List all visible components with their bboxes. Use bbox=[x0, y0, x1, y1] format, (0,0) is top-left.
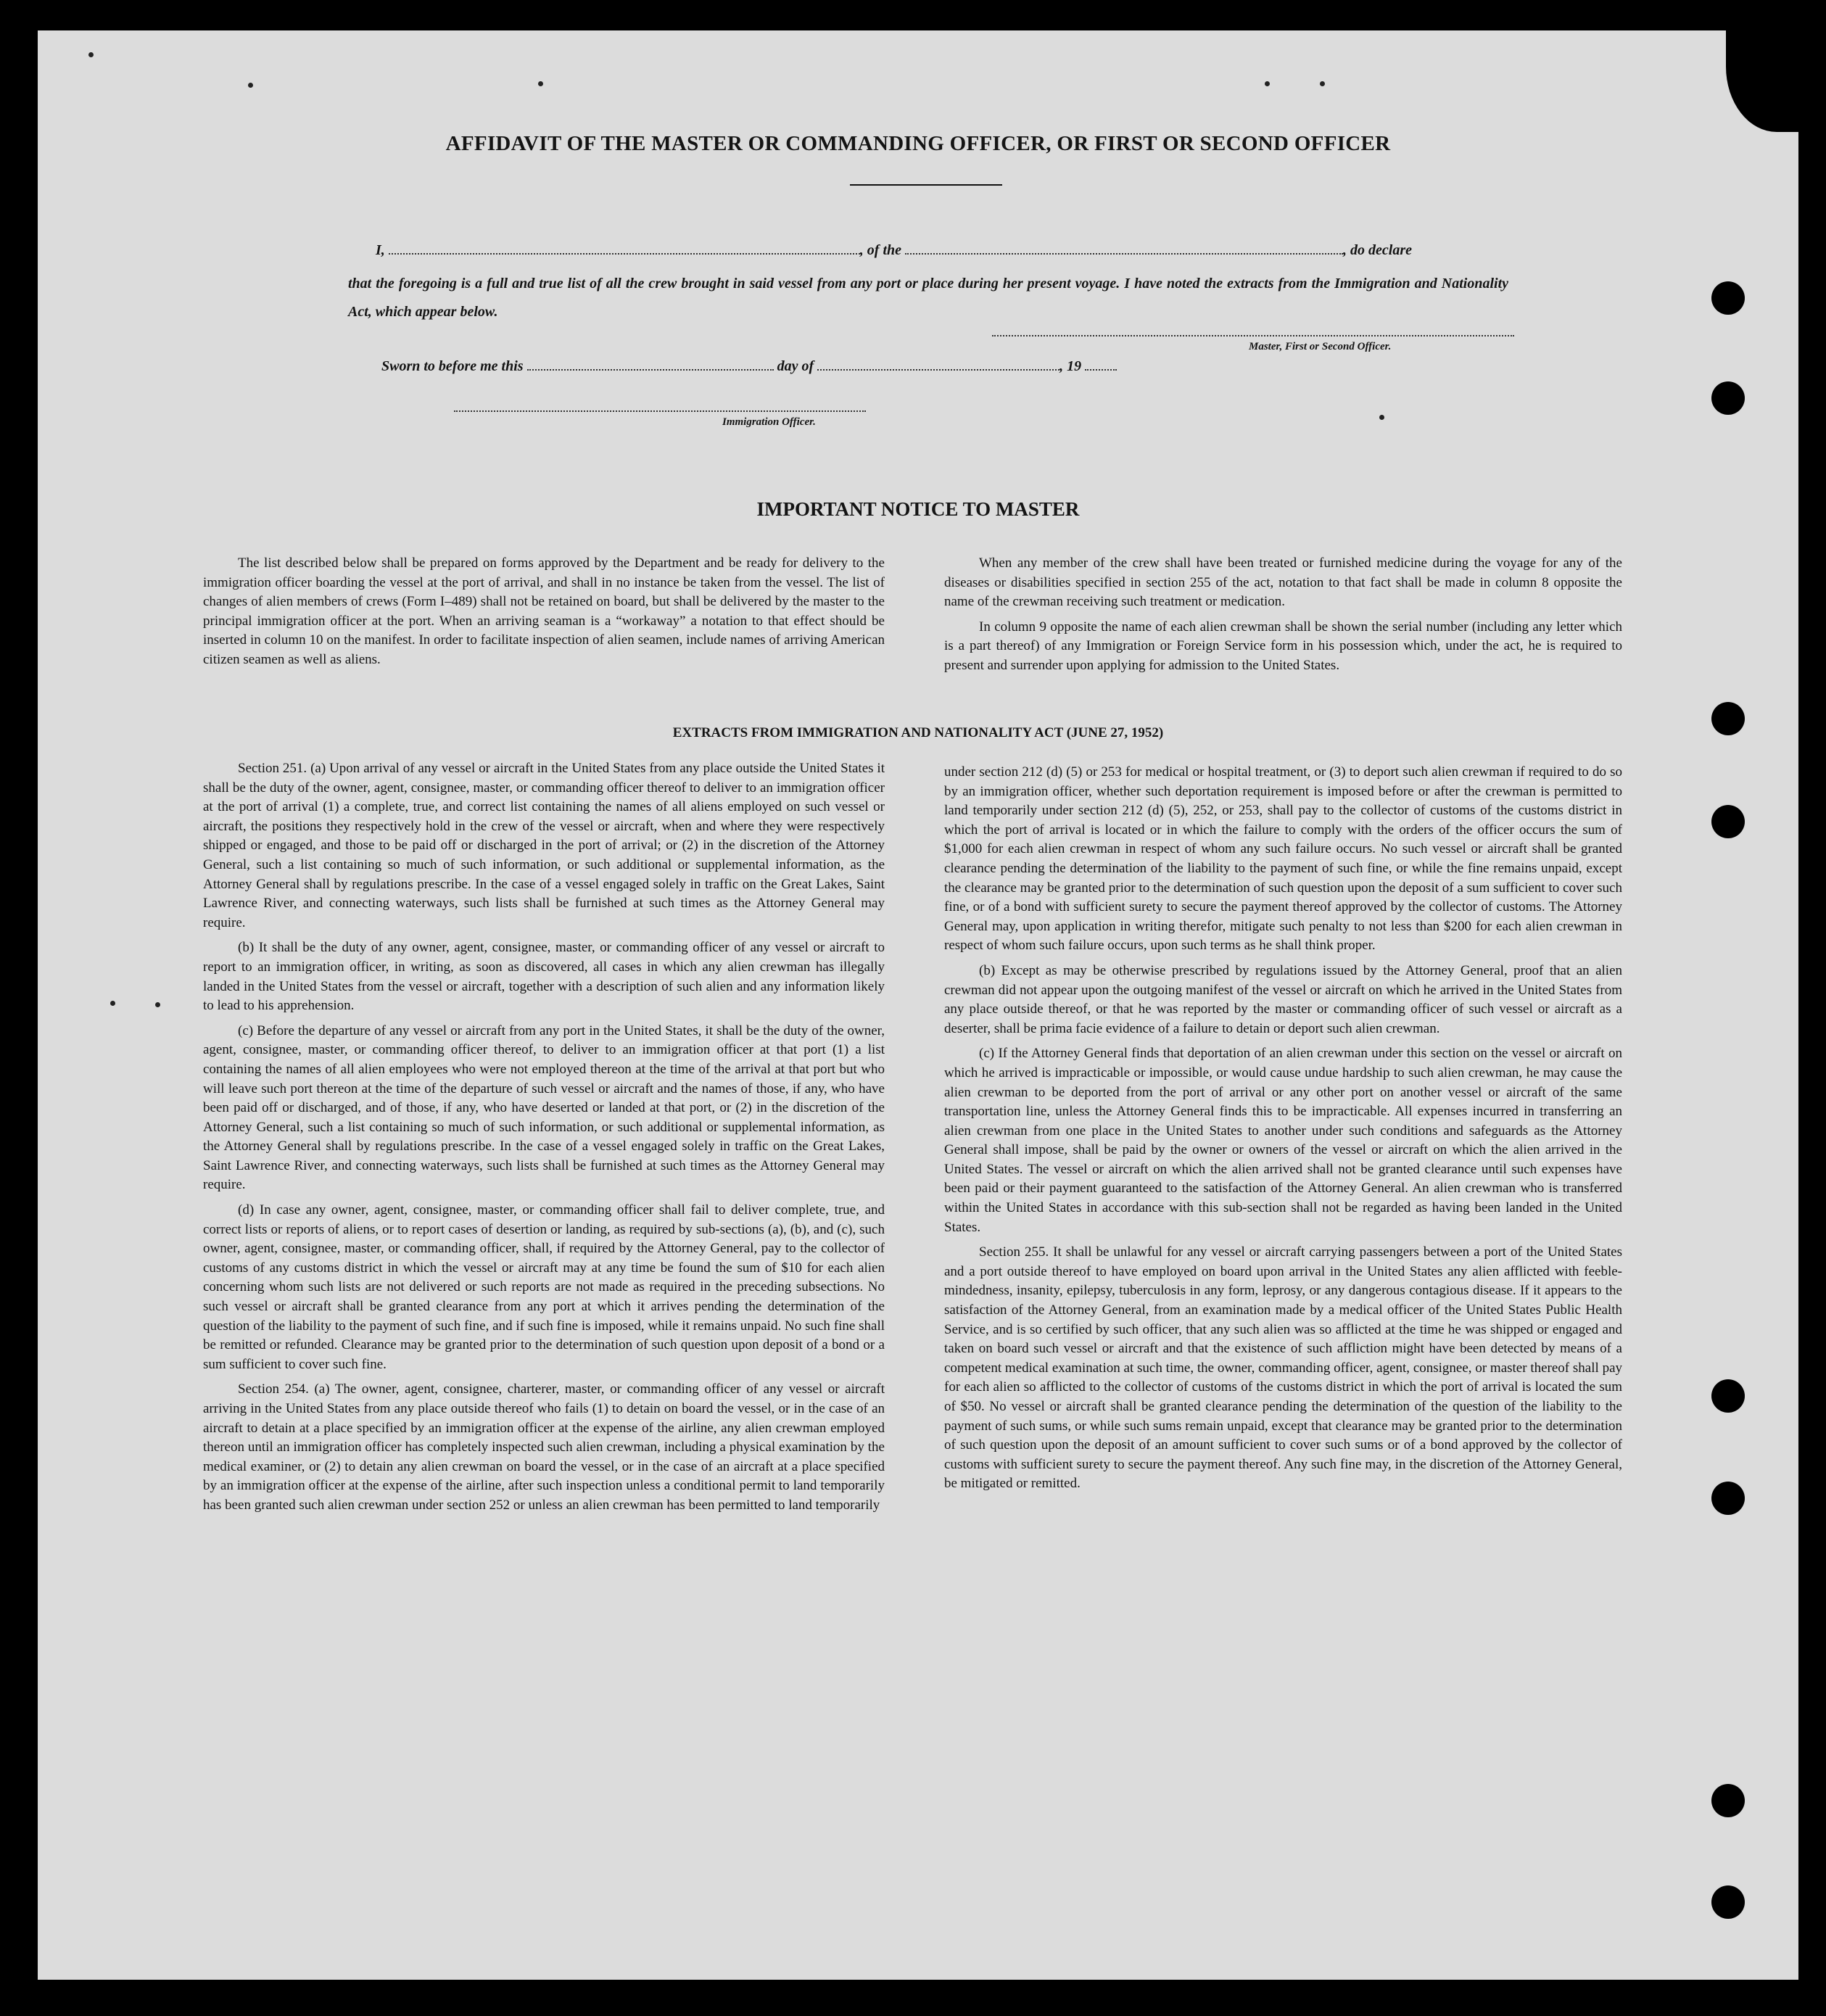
speck bbox=[1320, 81, 1325, 86]
binder-hole bbox=[1711, 381, 1745, 415]
act-paragraph: Section 255. It shall be unlawful for any vessel or aircraft carrying passengers between a port of the United States and a port outside thereof to have employed on board upon arrival in the United States any alien afflicted with feeble-mindedness, insanity, epilepsy, tuberculosis in any form, leprosy, or any dangerous contagious disease. If it appears to the satisfaction of the Attorney General, from an examination made by a medical officer of the United States Public Health Service, and is so certified by such officer, that any such alien was so afflicted at the time he was shipped or engaged and taken on board such vessel or aircraft and that the existence of such affliction might have been detected by means of a competent medical examination at such time, the owner, commanding officer, agent, consignee, or master thereof shall pay for each alien so afflicted to the collector of customs of the customs district in which the port of arrival is located the sum of $50. No vessel or aircraft shall be granted clearance pending the determination of the question of the liability to the payment of such sums, or while such sums remain unpaid, except that clearance may be granted prior to the determination of such question upon the deposit of an amount sufficient to cover such sums or of a bond approved by the collector of customs with sufficient surety to secure the payment thereof. Any such fine may, in the discretion of the Attorney General, be mitigated or remitted. bbox=[944, 1244, 1622, 1492]
sworn-year-blank[interactable] bbox=[1085, 359, 1117, 371]
document-page bbox=[38, 30, 1798, 1980]
speck bbox=[88, 52, 94, 57]
affidavit-statement: that the foregoing is a full and true list of all the crew brought in said vessel from any port or place during her present voyage. I have noted the extracts from the Immigration and Nationality Act, which appear below. bbox=[348, 276, 1508, 320]
act-paragraph: (c) If the Attorney General finds that deportation of an alien crewman under this section on the vessel or aircraft on which he arrived is impracticable or impossible, or would cause undue hardship to such alien crewman, he may cause the alien crewman to be deported from the port of arrival or any other port on another vessel or aircraft of the same transportation line, unless the Attorney General finds this to be impracticable. All expenses incurred in transferring an alien crewman from one place in the United States to another under such conditions and safeguards as the Attorney General shall impose, shall be paid by the owner or owners of the vessel or aircraft on which the alien arrived in the United States. The vessel or aircraft on which the alien arrived shall not be granted clearance until such expenses have been paid or their payment guaranteed to the satisfaction of the Attorney General. An alien crewman who is transferred within the United States in accordance with this sub-section shall not be regarded as having been landed in the United States. bbox=[944, 1046, 1622, 1235]
notice-paragraph: In column 9 opposite the name of each alien crewman shall be shown the serial number (including any letter which is a part thereof) of any Immigration or Foreign Service form in his possession which, under the act, he is required to present and surrender upon applying for admission to the United States. bbox=[944, 619, 1622, 673]
name-blank[interactable] bbox=[389, 243, 860, 255]
speck bbox=[110, 1001, 115, 1006]
notice-title: IMPORTANT NOTICE TO MASTER bbox=[756, 498, 1080, 520]
extracts-title: EXTRACTS FROM IMMIGRATION AND NATIONALITY ACT (JUNE 27, 1952) bbox=[672, 725, 1164, 740]
vessel-blank[interactable] bbox=[905, 243, 1343, 255]
binder-hole bbox=[1711, 1379, 1745, 1413]
extracts-left-column bbox=[203, 759, 885, 1521]
act-paragraph: (b) Except as may be otherwise prescribed by regulations issued by the Attorney General, proof that an alien crewman did not appear upon the outgoing manifest of the vessel or aircraft on which he arrived in the United States from any place outside thereof, or that he was reported by the master or commanding officer of such vessel or aircraft as a deserter, shall be prima facie evidence of a failure to detain or deport such alien crewman. bbox=[944, 962, 1622, 1036]
binder-hole bbox=[1711, 805, 1745, 838]
act-paragraph: Section 254. (a) The owner, agent, consignee, charterer, master, or commanding officer of any vessel or aircraft arriving in the United States from any place outside thereof who fails (1) to detain on board the vessel, or in the case of an aircraft to detain at a place specified by an immigration officer at the expense of the airline, any alien crewman employed thereon until an immigration officer has completely inspected such alien crewman, including a physical examination by the medical examiner, or (2) to detain any alien crewman on board the vessel, or in the case of an aircraft at a place specified by an immigration officer at the expense of the airline, after such inspection unless a conditional permit to land temporarily has been granted such alien crewman under section 252 or unless an alien crewman has been permitted to land temporarily bbox=[203, 1381, 885, 1513]
sworn-line bbox=[381, 358, 1117, 375]
declare-of-the: , of the bbox=[859, 242, 902, 258]
speck bbox=[538, 81, 543, 86]
title-underline bbox=[850, 184, 1002, 186]
binder-hole bbox=[1711, 1784, 1745, 1817]
act-paragraph: under section 212 (d) (5) or 253 for medical or hospital treatment, or (3) to deport such alien crewman if required to do so by an immigration officer, whether such deportation requirement is imposed before or after the crewman is permitted to land temporarily under section 212 (d) (5), 252, or 253, shall pay to the collector of customs of the customs district in which the port of arrival is located or in which the failure to comply with the orders of the officer occurs the sum of $1,000 for each alien crewman in respect of whom any such failure occurs. No such vessel or aircraft shall be granted clearance pending the determination of the liability to the payment of such fine, or while the fine remains unpaid, except the clearance may be granted prior to the determination of such question upon the deposit of a sum sufficient to cover such fine, or of a bond with sufficient surety to secure the payment thereof approved by the collector of customs. The Attorney General may, upon application in writing therefor, mitigate such penalty to not less than $200 for each alien crewman in respect of whom such failure occurs, upon such terms as he shall think proper. bbox=[944, 764, 1622, 954]
binder-hole bbox=[1711, 281, 1745, 315]
binder-hole bbox=[1711, 1482, 1745, 1515]
act-paragraph: (b) It shall be the duty of any owner, agent, consignee, master, or commanding officer of any vessel or aircraft to report to an immigration officer, in writing, as soon as discovered, all cases in which any alien crewman has illegally landed in the United States from the vessel or aircraft, together with a description of such alien and any information likely to lead to his apprehension. bbox=[203, 940, 885, 1014]
sworn-day-of: day of bbox=[777, 358, 814, 374]
affidavit-title: AFFIDAVIT OF THE MASTER OR COMMANDING OFFICER, OR FIRST OR SECOND OFFICER bbox=[445, 132, 1391, 155]
act-paragraph: Section 251. (a) Upon arrival of any vessel or aircraft in the United States from any place outside the United States it shall be the duty of the owner, agent, consignee, master, or commanding officer thereof to deliver to an immigration officer at the port of arrival (1) a complete, true, and correct list containing the names of all aliens employed on such vessel or aircraft, the positions they respectively hold in the crew of the vessel or aircraft, when and where they were respectively shipped or engaged, and those to be paid off or discharged in the port of arrival; or (2) in the discretion of the Attorney General, such a list containing so much of such information, or such additional or supplemental information, as the Attorney General shall by regulations prescribe. In the case of a vessel engaged solely in traffic on the Great Lakes, Saint Lawrence River, and connecting waterways, such lists shall be furnished at such times as the Attorney General may require. bbox=[203, 761, 885, 930]
notice-paragraph: When any member of the crew shall have been treated or furnished medicine during the voyage for any of the diseases or disabilities specified in section 255 of the act, notation to that fact shall be made in column 8 opposite the name of the crewman receiving such treatment or medication. bbox=[944, 555, 1622, 610]
binder-hole bbox=[1711, 1885, 1745, 1919]
torn-corner bbox=[1726, 23, 1806, 132]
speck bbox=[1379, 415, 1384, 420]
declaration-line bbox=[376, 242, 1412, 259]
speck bbox=[1265, 81, 1270, 86]
officer-signature-line[interactable] bbox=[454, 410, 866, 412]
master-caption: Master, First or Second Officer. bbox=[1249, 341, 1392, 352]
declare-i: I, bbox=[376, 242, 385, 258]
speck bbox=[248, 83, 253, 88]
notice-paragraph: The list described below shall be prepared on forms approved by the Department and be ready for delivery to the immigration officer boarding the vessel at the port of arrival, and shall in no instance be taken from the vessel. The list of changes of alien members of crews (Form I–489) shall not be retained on board, but shall be delivered by the master to the principal immigration officer at the port. When an arriving seaman is a “workaway” a notation to that effect should be inserted in column 10 on the manifest. In order to facilitate inspection of alien seamen, include names of arriving American citizen seamen as well as aliens. bbox=[203, 555, 885, 667]
sworn-month-blank[interactable] bbox=[817, 359, 1059, 371]
notice-right-column bbox=[944, 554, 1622, 682]
sworn-year: , 19 bbox=[1059, 358, 1082, 374]
master-signature-line[interactable] bbox=[992, 335, 1514, 336]
officer-caption: Immigration Officer. bbox=[722, 416, 816, 428]
sworn-prefix: Sworn to before me this bbox=[381, 358, 524, 374]
speck bbox=[155, 1002, 160, 1007]
notice-left-column bbox=[203, 554, 885, 676]
act-paragraph: (c) Before the departure of any vessel or aircraft from any port in the United States, it shall be the duty of the owner, agent, consignee, master, or commanding officer thereof, to deliver to an immigration officer at that port (1) a list containing the names of all alien employees who were not employed thereon at the time of the arrival at that port but who will leave such port thereon at the time of the departure of such vessel or aircraft and the names of those, if any, who have been paid off or discharged, and of those, if any, who have deserted or landed at that port, or (2) in the discretion of the Attorney General, such a list containing so much of such information, or such additional or supplemental information, as the Attorney General shall by regulations prescribe. In the case of a vessel engaged solely in traffic on the Great Lakes, Saint Lawrence River, and connecting waterways, such lists shall be furnished at such times as the Attorney General may require. bbox=[203, 1023, 885, 1193]
sworn-day-blank[interactable] bbox=[527, 359, 774, 371]
act-paragraph: (d) In case any owner, agent, consignee, master, or commanding officer shall fail to deliver complete, true, and correct lists or reports of aliens, or to report cases of desertion or landing, as required by sub-sections (a), (b), and (c), such owner, agent, consignee, master, or commanding officer, shall, if required by the Attorney General, pay to the collector of customs of any customs district in which the vessel or aircraft may at any time be found the sum of $10 for each alien concerning whom such lists are not delivered or such reports are not made as required in the preceding subsections. No such vessel or aircraft shall be granted clearance from any port at which it arrives pending the determination of the question of the liability to the payment of such fine, and if such fine is imposed, while it remains unpaid. No such fine shall be remitted or refunded. Clearance may be granted prior to the determination of such question upon deposit of a bond or a sum sufficient to cover such fine. bbox=[203, 1202, 885, 1372]
extracts-right-column bbox=[944, 763, 1622, 1500]
declare-end: , do declare bbox=[1343, 242, 1412, 258]
